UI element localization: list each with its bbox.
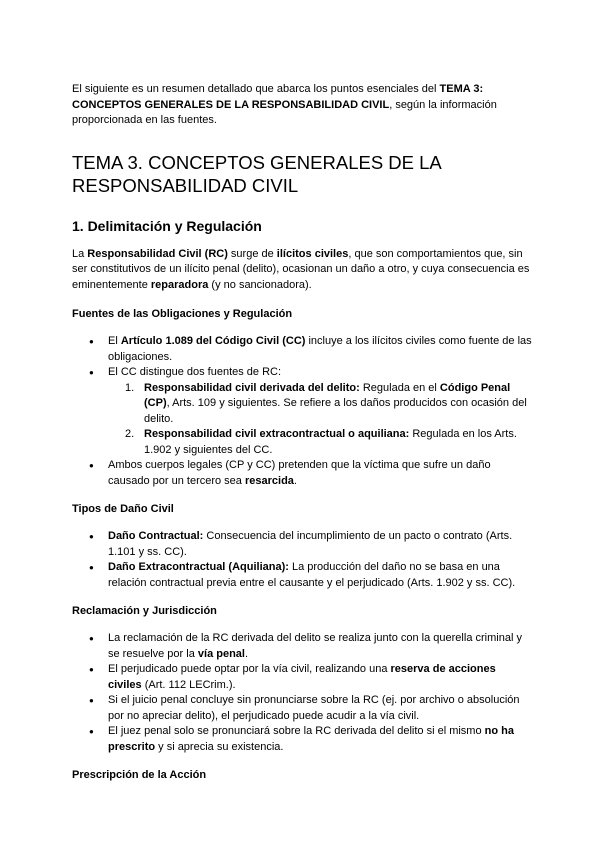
text-run: El juez penal solo se pronunciará sobre la RC derivada del delito si el mismo xyxy=(108,725,485,737)
list-item xyxy=(108,693,532,724)
bold-run: Artículo 1.089 del Código Civil (CC) xyxy=(120,335,306,347)
text-run: (Art. 112 LECrim.). xyxy=(141,678,236,691)
intro-text: El siguiente es un resumen detallado que abarca los puntos esenciales del xyxy=(72,83,440,95)
text-run: incluye a los ilícitos civiles como fuente de las obligaciones. xyxy=(108,335,532,363)
document-page xyxy=(72,82,532,795)
intro-bold-topic: TEMA 3: CONCEPTOS GENERALES DE LA RESPONSABILIDAD CIVIL xyxy=(72,83,484,111)
bold-run: no ha prescrito xyxy=(108,725,514,753)
list-item xyxy=(108,334,532,365)
text-run: El CC distingue dos fuentes de RC: xyxy=(108,366,282,378)
list-item xyxy=(108,631,532,662)
bold-run: Código Penal (CP) xyxy=(144,381,511,409)
text-run: El perjudicado puede optar por la vía civil, realizando una xyxy=(108,663,391,675)
text-run: surge de xyxy=(227,247,277,260)
subheading-tipos: Tipos de Daño Civil xyxy=(72,503,174,515)
section-heading: 1. Delimitación y Regulación xyxy=(72,217,262,234)
bold-run: vía penal xyxy=(197,647,245,660)
bold-run: Daño Extracontractual (Aquiliana): xyxy=(108,561,289,573)
text-run: , que son comportamientos que, sin ser constitutivos de un ilícito penal (delito), ocasionan un daño a otro, y cuya consecuencia es eminentemente xyxy=(72,247,530,291)
text-run: Regulada en el xyxy=(359,381,440,394)
bold-run: Responsabilidad civil extracontractual o aquiliana: xyxy=(144,428,410,440)
intro-paragraph xyxy=(72,82,532,129)
fuentes-list xyxy=(72,334,532,489)
subheading-reclamacion: Reclamación y Jurisdicción xyxy=(72,605,217,617)
list-item xyxy=(108,365,532,458)
text-run: Ambos cuerpos legales (CP y CC) pretenden que la víctima que sufre un daño causado por un tercero sea xyxy=(108,459,491,487)
tipos-list xyxy=(72,529,532,591)
text-run: La producción del daño no se basa en una relación contractual previa entre el causante y el perjudicado (Arts. 1.902 y ss. CC). xyxy=(108,561,516,589)
text-run: Consecuencia del incumplimiento de un pacto o contrato (Arts. 1.101 y ss. CC). xyxy=(108,530,513,558)
list-item xyxy=(108,529,532,560)
text-run: y si aprecia su existencia. xyxy=(155,740,284,753)
bold-run: ilícitos civiles xyxy=(276,247,349,260)
bold-run: Responsabilidad civil derivada del delito: xyxy=(144,381,360,394)
subheading-prescripcion: Prescripción de la Acción xyxy=(72,769,207,781)
reclamacion-list xyxy=(72,631,532,755)
item-number: 1. xyxy=(125,381,135,394)
numbered-item xyxy=(125,427,532,458)
list-item xyxy=(108,560,532,591)
bold-run: reserva de acciones civiles xyxy=(108,663,496,691)
text-run: Si el juicio penal concluye sin pronunciarse sobre la RC (ej. por archivo o absolución por no apreciar delito), el perjudicado puede acudir a la vía civil. xyxy=(108,694,520,722)
text-run: El xyxy=(108,335,121,347)
intro-text-end: , según la información proporcionada en las fuentes. xyxy=(72,98,497,126)
rc-sources-numbered-list xyxy=(108,381,532,459)
item-number: 2. xyxy=(125,428,135,440)
bold-run: Daño Contractual: xyxy=(108,530,204,542)
subheading-fuentes: Fuentes de las Obligaciones y Regulación xyxy=(72,308,293,320)
list-item xyxy=(108,662,532,693)
text-run: . xyxy=(244,647,249,660)
numbered-item xyxy=(125,381,532,428)
list-item xyxy=(108,458,532,489)
document-title: TEMA 3. CONCEPTOS GENERALES DE LA RESPONSABILIDAD CIVIL xyxy=(72,151,441,196)
text-run: La xyxy=(72,247,88,260)
rc-definition-paragraph xyxy=(72,247,532,294)
text-run: (y no sancionadora). xyxy=(208,278,312,291)
text-run: La reclamación de la RC derivada del delito se realiza junto con la querella criminal y se resuelve por la xyxy=(108,632,522,660)
text-run: Regulada en los Arts. 1.902 y siguientes del CC. xyxy=(144,428,517,456)
list-item xyxy=(108,724,532,755)
bold-run: reparadora xyxy=(150,278,209,291)
bold-run: resarcida xyxy=(244,474,294,487)
text-run: , Arts. 109 y siguientes. Se refiere a los daños producidos con ocasión del delito. xyxy=(144,397,527,425)
bold-run: Responsabilidad Civil (RC) xyxy=(87,247,228,260)
text-run: . xyxy=(293,474,297,487)
